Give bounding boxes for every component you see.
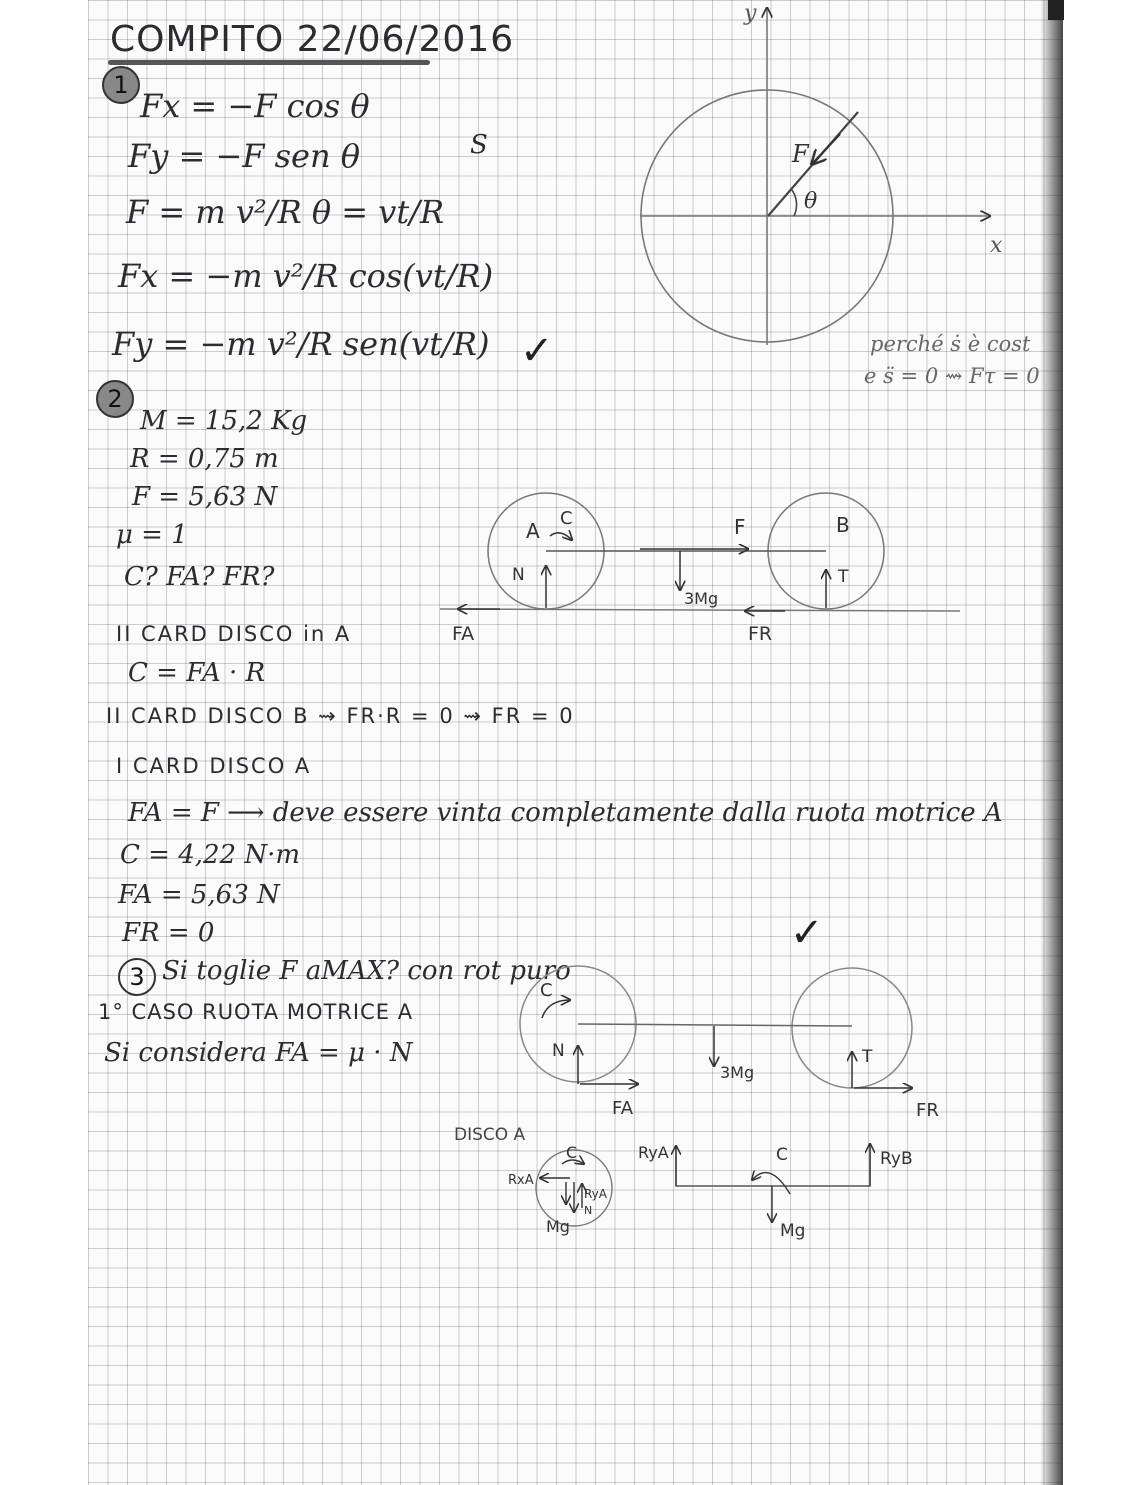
- p1-line-5: Fy = −m v²/R sen(vt/R): [112, 325, 490, 363]
- d3-bar: [578, 1024, 852, 1026]
- d2-label-n: N: [512, 565, 525, 585]
- d4-label-ryb: RyB: [880, 1149, 913, 1169]
- p2-step-7: FA = 5,63 N: [118, 880, 280, 910]
- p3-line-2: 1° CASO RUOTA MOTRICE A: [98, 1000, 414, 1024]
- d3-label-fa: FA: [612, 1098, 634, 1119]
- p1-line-2: Fy = −F sen θ: [128, 137, 361, 175]
- d4-label-c2: C: [776, 1145, 788, 1165]
- problem-3-number: 3: [118, 958, 156, 996]
- d3-label-n: N: [552, 1041, 565, 1061]
- d4-label-rxa: RxA: [508, 1173, 534, 1188]
- d4-label-rya: RyA: [638, 1143, 669, 1162]
- page-title: COMPITO 22/06/2016: [110, 19, 515, 60]
- d4-label-mg2: Mg: [780, 1221, 806, 1241]
- d2-label-b: B: [836, 513, 850, 537]
- d2-label-a: A: [526, 519, 540, 543]
- side-note-line-1: perché ṡ è cost: [870, 332, 1031, 356]
- p2-step-5: FA = F ⟶ deve essere vinta completamente dalla ruota motrice A: [128, 798, 1003, 828]
- d2-label-fa: FA: [452, 623, 475, 645]
- d2-label-fr: FR: [748, 623, 773, 645]
- p1-line-4: Fx = −m v²/R cos(vt/R): [118, 257, 494, 295]
- d1-label-x: x: [990, 233, 1003, 258]
- p2-step-8: FR = 0: [122, 918, 215, 948]
- d1-force-arrow: [812, 134, 840, 164]
- d2-ground: [440, 609, 960, 611]
- d3-label-c: C: [540, 980, 553, 1001]
- p1-s-label: S: [470, 130, 488, 160]
- p2-step-4: I CARD DISCO A: [116, 754, 312, 778]
- problem-2-number: 2: [96, 380, 134, 418]
- d1-label-force: F: [792, 140, 809, 168]
- d4-label-c: C: [566, 1143, 578, 1162]
- p1-line-1: Fx = −F cos θ: [140, 87, 370, 125]
- p2-step-3: II CARD DISCO B ⇝ FR·R = 0 ⇝ FR = 0: [106, 704, 575, 728]
- d2-label-c: C: [560, 508, 573, 529]
- d3-torque-arc: [542, 1000, 570, 1018]
- d4-label-rya-small: RyA: [584, 1187, 607, 1201]
- p2-step-2: C = FA · R: [128, 658, 266, 688]
- p2-given-4: μ = 1: [116, 520, 188, 550]
- d3-label-weight: 3Mg: [720, 1063, 755, 1082]
- side-note-line-2: e s̈ = 0 ⇝ Fτ = 0: [864, 364, 1040, 388]
- d2-torque-arc: [550, 533, 572, 540]
- d2-label-weight: 3Mg: [684, 589, 719, 608]
- p3-line-1: Si toglie F aMAX? con rot puro: [162, 956, 571, 986]
- p2-step-1: II CARD DISCO in A: [116, 622, 352, 646]
- p2-given-2: R = 0,75 m: [130, 444, 279, 474]
- d4-torque-arc-2: [752, 1173, 790, 1194]
- p2-step-6: C = 4,22 N·m: [120, 840, 301, 870]
- p2-given-3: F = 5,63 N: [132, 482, 278, 512]
- d1-angle-arc: [792, 190, 797, 216]
- p1-line-3: F = m v²/R θ = vt/R: [126, 193, 445, 231]
- d4-label-n: N: [584, 1204, 593, 1217]
- d2-label-f: F: [734, 515, 746, 539]
- problem-1-number: 1: [102, 66, 140, 104]
- p2-given-5: C? FA? FR?: [124, 562, 275, 592]
- d4-label-mg: Mg: [546, 1217, 570, 1236]
- d4-bar: [676, 1146, 870, 1186]
- p2-given-1: M = 15,2 Kg: [140, 406, 308, 436]
- d3-label-fr: FR: [916, 1100, 939, 1121]
- d1-label-angle: θ: [804, 189, 818, 214]
- d4-title: DISCO A: [454, 1125, 526, 1145]
- diagram-1-circular-motion: [640, 8, 990, 345]
- d1-label-y: y: [744, 1, 757, 26]
- d3-label-t: T: [862, 1047, 873, 1067]
- p1-check-mark: ✓: [520, 328, 554, 374]
- p3-line-3: Si considera FA = μ · N: [104, 1038, 413, 1068]
- d2-label-t: T: [838, 567, 849, 587]
- p2-check-mark: ✓: [790, 910, 824, 956]
- diagram-3-two-discs: [520, 966, 912, 1088]
